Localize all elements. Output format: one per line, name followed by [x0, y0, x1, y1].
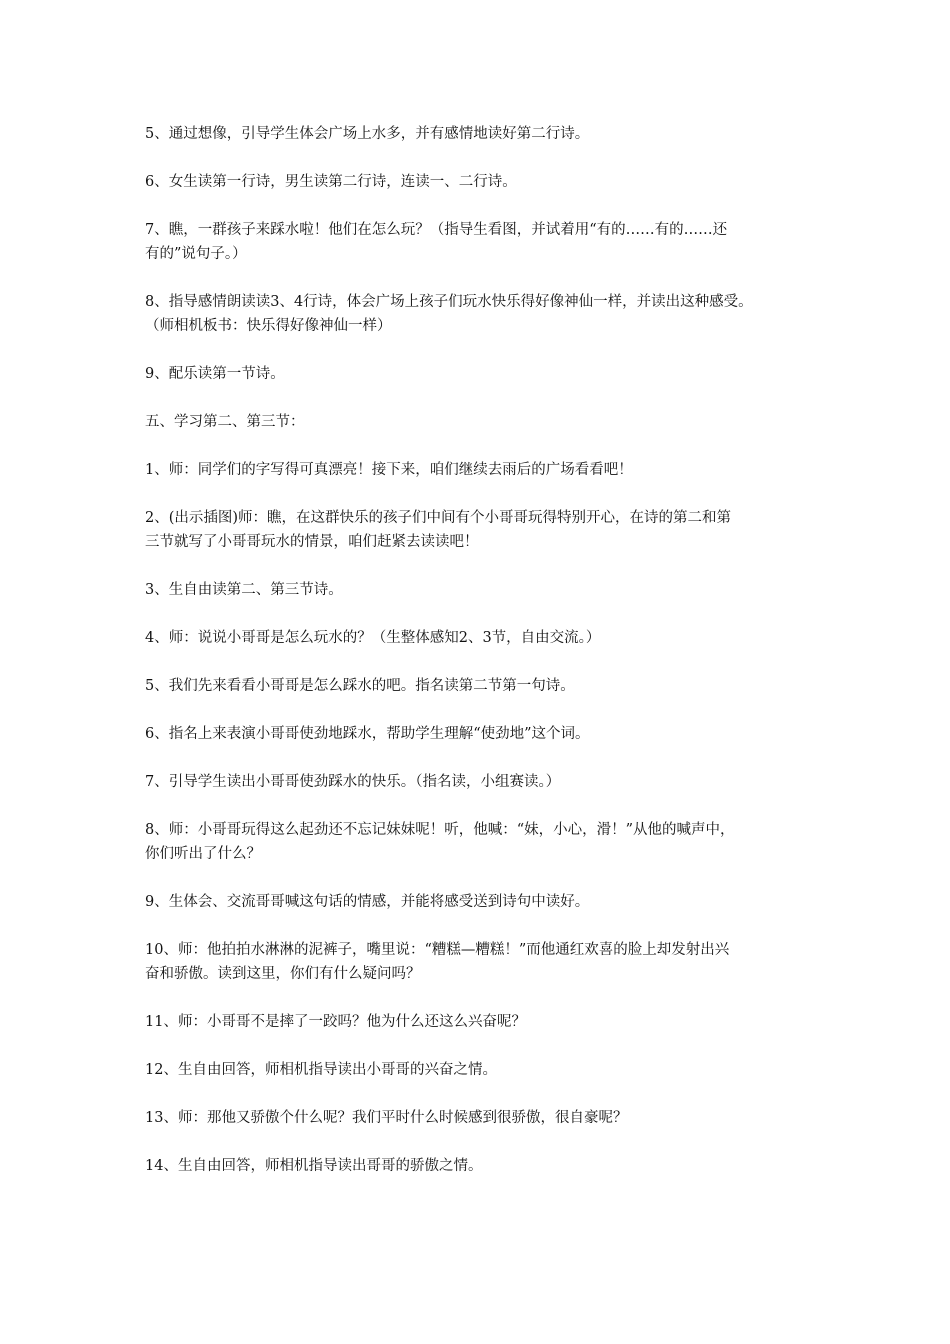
paragraph-14 — [145, 818, 820, 866]
paragraph-line: 13、师：那他又骄傲个什么呢？我们平时什么时候感到很骄傲，很自豪呢？ — [145, 1110, 628, 1126]
paragraph-line: 9、生体会、交流哥哥喊这句话的情感，并能将感受送到诗句中读好。 — [145, 894, 590, 910]
paragraph-line: 7、引导学生读出小哥哥使劲踩水的快乐。（指名读，小组赛读。） — [145, 774, 561, 790]
paragraph-12 — [145, 722, 820, 746]
document-body — [145, 122, 820, 1202]
paragraph-line: 8、师：小哥哥玩得这么起劲还不忘记妹妹呢！听，他喊：“妹，小心，滑！”从他的喊声中， — [145, 822, 735, 838]
paragraph-9 — [145, 578, 820, 602]
paragraph-16 — [145, 938, 820, 986]
paragraph-line: 6、指名上来表演小哥哥使劲地踩水，帮助学生理解“使劲地”这个词。 — [145, 726, 590, 742]
section-heading — [145, 410, 820, 434]
paragraph-line: 5、我们先来看看小哥哥是怎么踩水的吧。指名读第二节第一句诗。 — [145, 678, 575, 694]
paragraph-11 — [145, 674, 820, 698]
paragraph-line: 7、瞧，一群孩子来踩水啦！他们在怎么玩？（指导生看图，并试着用“有的……有的……还 — [145, 222, 728, 238]
paragraph-20 — [145, 1154, 820, 1178]
paragraph-line: 你们听出了什么？ — [145, 846, 261, 862]
paragraph-line: 三节就写了小哥哥玩水的情景，咱们赶紧去读读吧！ — [145, 534, 479, 550]
paragraph-line: 6、女生读第一行诗，男生读第二行诗，连读一、二行诗。 — [145, 174, 517, 190]
paragraph-line: 有的”说句子。） — [145, 246, 247, 262]
paragraph-line: 10、师：他拍拍水淋淋的泥裤子，嘴里说：“糟糕—糟糕！”而他通红欢喜的脸上却发射出兴 — [145, 942, 730, 958]
paragraph-line: 五、学习第二、第三节： — [145, 414, 305, 430]
paragraph-line: 11、师：小哥哥不是摔了一跤吗？他为什么还这么兴奋呢？ — [145, 1014, 526, 1030]
paragraph-4 — [145, 290, 820, 338]
paragraph-18 — [145, 1058, 820, 1082]
paragraph-8 — [145, 506, 820, 554]
paragraph-line: 2、(出示插图)师：瞧，在这群快乐的孩子们中间有个小哥哥玩得特别开心，在诗的第二和第 — [145, 510, 732, 526]
paragraph-line: 1、师：同学们的字写得可真漂亮！接下来，咱们继续去雨后的广场看看吧！ — [145, 462, 633, 478]
paragraph-line: 5、通过想像，引导学生体会广场上水多，并有感情地读好第二行诗。 — [145, 126, 590, 142]
paragraph-7 — [145, 458, 820, 482]
paragraph-17 — [145, 1010, 820, 1034]
paragraph-5 — [145, 362, 820, 386]
paragraph-line: （师相机板书：快乐得好像神仙一样） — [145, 318, 392, 334]
paragraph-line: 9、配乐读第一节诗。 — [145, 366, 285, 382]
paragraph-line: 奋和骄傲。读到这里，你们有什么疑问吗？ — [145, 966, 421, 982]
paragraph-13 — [145, 770, 820, 794]
paragraph-19 — [145, 1106, 820, 1130]
paragraph-line: 3、生自由读第二、第三节诗。 — [145, 582, 343, 598]
paragraph-2 — [145, 170, 820, 194]
paragraph-1 — [145, 122, 820, 146]
paragraph-line: 4、师：说说小哥哥是怎么玩水的？（生整体感知2、3节，自由交流。） — [145, 630, 601, 646]
paragraph-line: 14、生自由回答，师相机指导读出哥哥的骄傲之情。 — [145, 1158, 483, 1174]
paragraph-3 — [145, 218, 820, 266]
paragraph-line: 12、生自由回答，师相机指导读出小哥哥的兴奋之情。 — [145, 1062, 497, 1078]
paragraph-line: 8、指导感情朗读读3、4行诗，体会广场上孩子们玩水快乐得好像神仙一样，并读出这种感受。 — [145, 294, 753, 310]
paragraph-15 — [145, 890, 820, 914]
paragraph-10 — [145, 626, 820, 650]
